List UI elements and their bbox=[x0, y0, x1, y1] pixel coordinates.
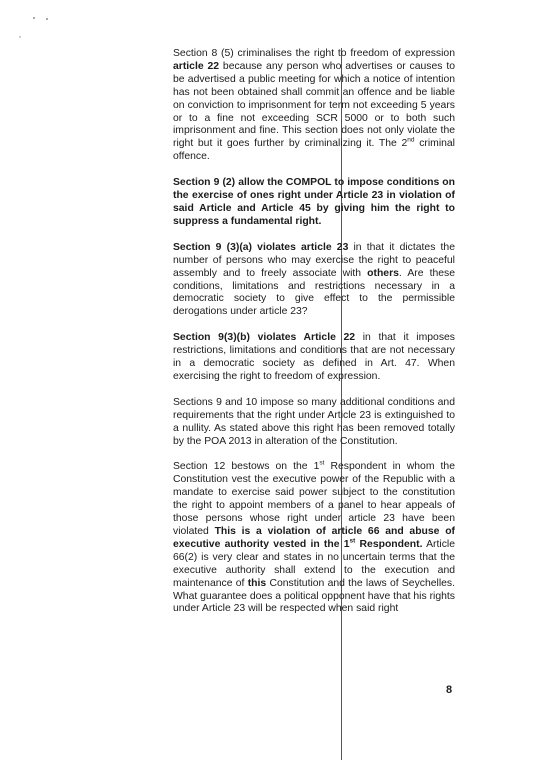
document-body bbox=[173, 48, 455, 629]
scan-speck-mark bbox=[14, 12, 54, 42]
ordinal-suffix: st bbox=[349, 537, 356, 545]
bold-text: this bbox=[247, 577, 267, 589]
text-run: Article 66(2) is very clear and states in no uncertain terms that the executive authority shall extend to the execution and maintenance of bbox=[173, 538, 455, 589]
text-run: criminal offence. bbox=[173, 138, 455, 163]
paragraph-section-9-3-b bbox=[173, 332, 455, 384]
text-run: because any person who advertises or causes to be advertised a public meeting for which a notice of intention has not been obtained shall commit an offence and be liable on conviction to imprisonment for term not exceeding 5 years or to a fine not exceeding SCR 5000 or to both such imprisonment and fine. This section does not only violate the right but it goes further by criminalizing it. The 2 bbox=[173, 60, 455, 150]
ordinal-suffix: st bbox=[319, 460, 325, 467]
text-run: in that it dictates the number of persons who may exercise the right to peaceful assembly and to freely associate with bbox=[173, 241, 455, 279]
bold-text: Section 9(3)(b) violates Article 22 bbox=[173, 332, 356, 344]
bold-text: Respondent. bbox=[355, 538, 423, 550]
paragraph-section-9-3-a bbox=[173, 242, 455, 319]
text-run: Respondent in whom the Constitution vest the executive power of the Republic with a mandate to exercise said power subject to the constitution the right to appoint members of a panel to hear appeals of those persons whose right under article 23 have been violated bbox=[173, 461, 455, 537]
ordinal-suffix: nd bbox=[407, 136, 415, 144]
bold-text: This is a violation of article 66 and abuse of executive authority vested in the 1 bbox=[173, 526, 456, 550]
bold-text: article 22 bbox=[173, 60, 220, 72]
paragraph-sections-9-10 bbox=[173, 397, 455, 449]
text-run: Section 12 bestows on the 1 bbox=[173, 461, 320, 473]
text-run: . Are these conditions, limitations and restrictions necessary in a democratic society to give effect to the permissible derogations under article 23? bbox=[173, 267, 455, 318]
paragraph-section-8-5 bbox=[173, 48, 455, 164]
text-run: Constitution and the laws of Seychelles. What guarantee does a political opponent have that his rights under Article 23 will be respected when said right bbox=[173, 577, 456, 615]
paragraph-section-9-2 bbox=[173, 177, 455, 229]
text-run: Section 8 (5) criminalises the right to freedom of expression bbox=[173, 48, 455, 59]
bold-text: Section 9 (3)(a) violates article 23 bbox=[173, 241, 349, 253]
text-run: Sections 9 and 10 impose so many additional conditions and requirements that the right under Article 23 is extinguished to a nullity. As stated above this right has been removed totally by the POA 2013 in alteration of the Constitution. bbox=[173, 396, 455, 447]
bold-text: Section 9 (2) allow the COMPOL to impose conditions on the exercise of ones right under Article 23 in violation of said Article and Article 45 by giving him the right to suppress a fundamental right. bbox=[173, 177, 455, 227]
bold-text: others bbox=[367, 267, 399, 279]
page-number: 8 bbox=[446, 684, 453, 696]
text-run: in that it imposes restrictions, limitations and conditions that are not necessary in a democratic society as defined in Art. 47. When exercising the right to freedom of expression. bbox=[173, 332, 456, 382]
paragraph-section-12 bbox=[173, 461, 455, 616]
